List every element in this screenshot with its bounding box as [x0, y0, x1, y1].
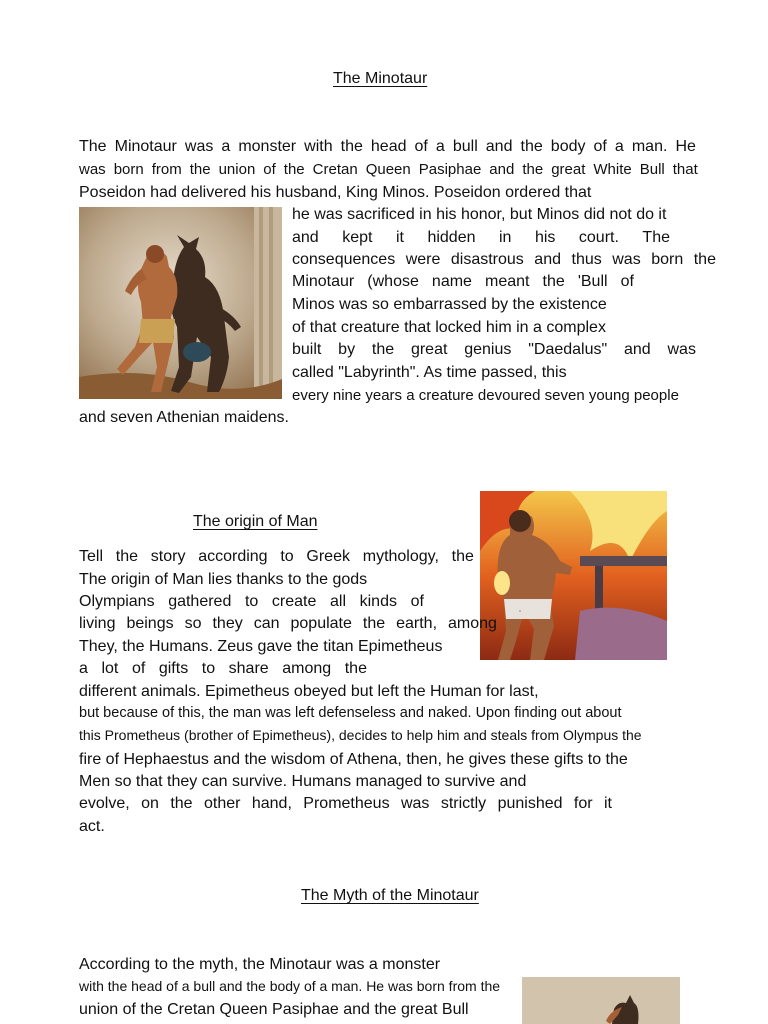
paragraph-line: built by the great genius "Daedalus" and was [292, 341, 696, 358]
section-title-origin-of-man [193, 514, 355, 530]
section-title-minotaur: The Minotaur [333, 70, 428, 87]
paragraph-line: Men so that they can survive. Humans managed to survive and [79, 773, 527, 790]
paragraph-line: According to the myth, the Minotaur was a monster [79, 956, 441, 973]
paragraph-line: The origin of Man lies thanks to the gods [79, 571, 368, 588]
minotaur-myth-image [522, 977, 680, 1024]
paragraph-line: consequences were disastrous and thus was born the [292, 251, 716, 268]
paragraph-line: act. [79, 818, 105, 835]
paragraph-line: They, the Humans. Zeus gave the titan Epimetheus [79, 638, 443, 655]
paragraph-line: fire of Hephaestus and the wisdom of Athena, then, he gives these gifts to the [79, 751, 628, 768]
paragraph-line: living beings so they can populate the earth, among [79, 615, 497, 632]
paragraph-line: with the head of a bull and the body of a man. He was born from the [79, 978, 501, 994]
paragraph-line: of that creature that locked him in a complex [292, 319, 606, 336]
paragraph-line: called "Labyrinth". As time passed, this [292, 364, 567, 381]
paragraph-line: every nine years a creature devoured seven young people [292, 387, 679, 404]
paragraph-line: Minotaur (whose name meant the 'Bull of [292, 273, 634, 290]
paragraph-line: union of the Cretan Queen Pasiphae and the great Bull [79, 1001, 469, 1018]
paragraph-line: The Minotaur was a monster with the head of a bull and the body of a man. He [79, 138, 696, 155]
paragraph-line: but because of this, the man was left defenseless and naked. Upon finding out about [79, 705, 622, 721]
minotaur-fight-image [79, 207, 282, 399]
prometheus-fire-image [480, 491, 667, 660]
paragraph-line: he was sacrificed in his honor, but Minos did not do it [292, 206, 667, 223]
paragraph-line: and kept it hidden in his court. The [292, 229, 670, 246]
paragraph-line: a lot of gifts to share among the [79, 660, 367, 677]
paragraph-line: Tell the story according to Greek mythology, the [79, 548, 474, 565]
paragraph-line: was born from the union of the Cretan Queen Pasiphae and the great White Bull that [79, 161, 698, 178]
paragraph-line: and seven Athenian maidens. [79, 409, 289, 426]
paragraph-line: different animals. Epimetheus obeyed but left the Human for last, [79, 683, 539, 700]
paragraph-line: Poseidon had delivered his husband, King Minos. Poseidon ordered that [79, 184, 592, 201]
paragraph-line: Olympians gathered to create all kinds of [79, 593, 424, 610]
paragraph-line: Minos was so embarrassed by the existence [292, 296, 607, 313]
section-title-text: The origin of Man [193, 513, 318, 530]
section-title-myth-of-minotaur: The Myth of the Minotaur [301, 887, 479, 904]
paragraph-line: evolve, on the other hand, Prometheus was strictly punished for it [79, 795, 612, 812]
paragraph-line: this Prometheus (brother of Epimetheus), decides to help him and steals from Olympus the [79, 727, 642, 743]
